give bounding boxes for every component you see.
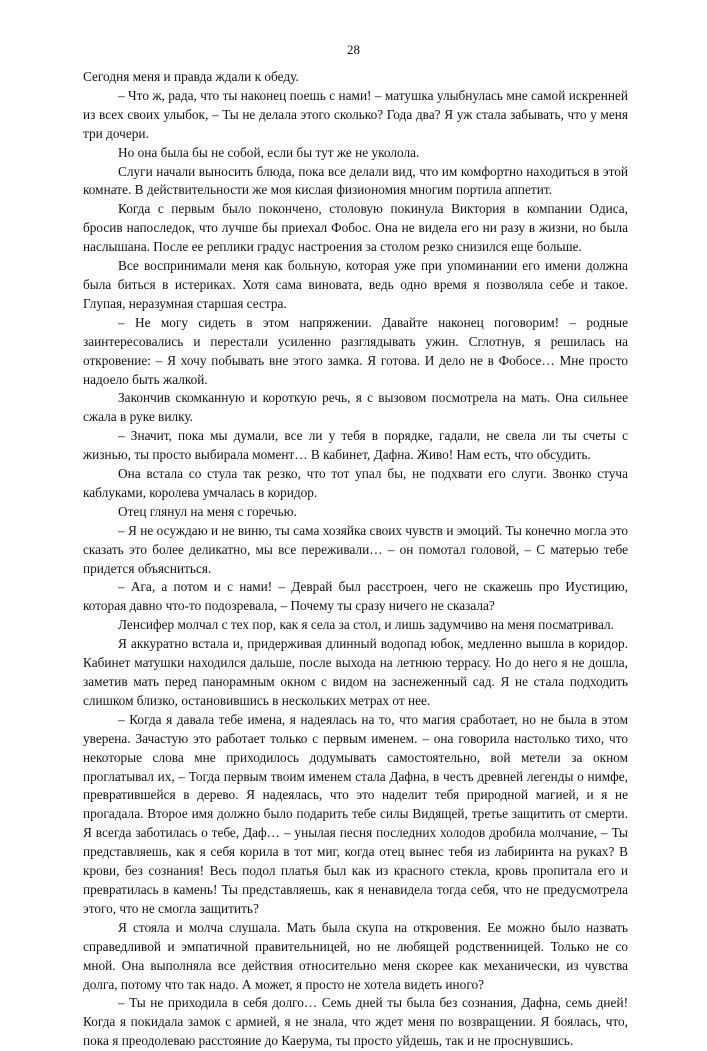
paragraph: – Значит, пока мы думали, все ли у тебя в порядке, гадали, не свела ли ты счеты с жизнью, ты просто выбирала момент… В кабинет, Дафна. Живо! Нам есть, что обсудить. bbox=[83, 428, 628, 463]
paragraph: Я аккуратно встала и, придерживая длинный водопад юбок, медленно вышла в коридор. Кабинет матушки находился дальше, после выхода на летнюю террасу. Но до него я не дошла, заметив мать перед панорамным окном с видом на заснеженный сад. Я не стала подходить слишком близко, остановившись в нескольких метрах от нее. bbox=[83, 636, 628, 708]
paragraph: – Ага, а потом и с нами! – Деврай был расстроен, чего не скажешь про Иустицию, которая давно что-то подозревала, – Почему ты сразу ничего не сказала? bbox=[83, 579, 628, 614]
paragraph: – Я не осуждаю и не виню, ты сама хозяйка своих чувств и эмоций. Ты конечно могла это сказать это более деликатно, мы все переживали… – он помотал головой, – С матерью тебе придется объясниться. bbox=[83, 522, 628, 576]
paragraph: – Не могу сидеть в этом напряжении. Давайте наконец поговорим! – родные заинтересовались и перестали усиленно разглядывать ужин. Сглотнув, я решилась на откровение: – Я хочу побывать вне этого замка. Я готова. И дело не в Фобосе… Мне просто надоело быть жалкой. bbox=[83, 314, 628, 387]
paragraph: Все воспринимали меня как больную, которая уже при упоминании его имени должна была биться в истериках. Хотя сама виновата, ведь одно время я позволяла себе и такое. Глупая, неразумная старшая сестра. bbox=[83, 258, 628, 311]
paragraph: Но она была бы не собой, если бы тут же не уколола. bbox=[118, 144, 420, 160]
paragraph: Я стояла и молча слушала. Мать была скупа на откровения. Ее можно было назвать справедливой и эмпатичной правительницей, но не любящей родственницей. Только не со мной. Она выполняла все действия относительно меня скорее как механически, из чувства долга, потому что так надо. А может, я просто не хотела видеть иного? bbox=[83, 919, 628, 992]
paragraph: Слуги начали выносить блюда, пока все делали вид, что им комфортно находиться в этой комнате. В действительности же моя кислая физиономия многим портила аппетит. bbox=[83, 163, 628, 198]
paragraph: Ленсифер молчал с тех пор, как я села за стол, и лишь задумчиво на меня посматривал. bbox=[118, 617, 614, 633]
paragraph: Закончив скомканную и короткую речь, я с вызовом посмотрела на мать. Она сильнее сжала в руке вилку. bbox=[83, 390, 628, 425]
paragraph: Сегодня меня и правда ждали к обеду. bbox=[83, 69, 299, 84]
paragraph: – Что ж, рада, что ты наконец поешь с нами! – матушка улыбнулась мне самой искренней из всех своих улыбок, – Ты не делала этого сколько? Года два? Я уж стала забывать, что у меня три дочери. bbox=[83, 87, 628, 141]
page-text-body bbox=[83, 68, 628, 1051]
paragraph: – Ты не приходила в себя долго… Семь дней ты была без сознания, Дафна, семь дней! Когда я покидала замок с армией, я не знала, что ждет меня по возвращении. Я боялась, что, пока я преодолеваю расстояние до Каерума, ты просто уйдешь, так и не проснувшись. bbox=[83, 995, 628, 1049]
page-number: 28 bbox=[347, 42, 360, 57]
paragraph: Когда с первым было покончено, столовую покинула Виктория в компании Одиса, бросив напоследок, что лучше бы приехал Фобос. Она не видела его ни разу в жизни, но была наслышана. После ее реплики градус настроения за столом резко снизился еще больше. bbox=[83, 201, 628, 255]
paragraph: – Когда я давала тебе имена, я надеялась на то, что магия сработает, но не была в этом уверена. Зачастую это работает только с первым именем. – она говорила настолько тихо, что некоторые слова мне приходилось додумывать самостоятельно, вой метели за окном проглатывал их, – Тогда первым твоим именем стала Дафна, в честь древней легенды о нимфе, превратившейся в дерево. Я надеялась, что это наделит тебя природной магией, и я не прогадала. Второе имя должно было подарить тебе силы Видящей, третье защитить от смерти. Я всегда заботилась о тебе, Даф… – унылая песня последних холодов дробила молчание, – Ты представляешь, как я себя корила в тот миг, когда отец вынес тебя из лабиринта на руках? В крови, без сознания! Весь подол платья был как из красного стекла, кровь пропитала его и превратилась в камень! Ты представляешь, как я ненавидела тогда себя, что не предусмотрела этого, что не смогла защитить? bbox=[83, 711, 628, 916]
paragraph: Она встала со стула так резко, что тот упал бы, не подхвати его слуги. Звонко стуча каблуками, королева умчалась в коридор. bbox=[83, 466, 628, 500]
paragraph: Отец глянул на меня с горечью. bbox=[118, 503, 297, 519]
